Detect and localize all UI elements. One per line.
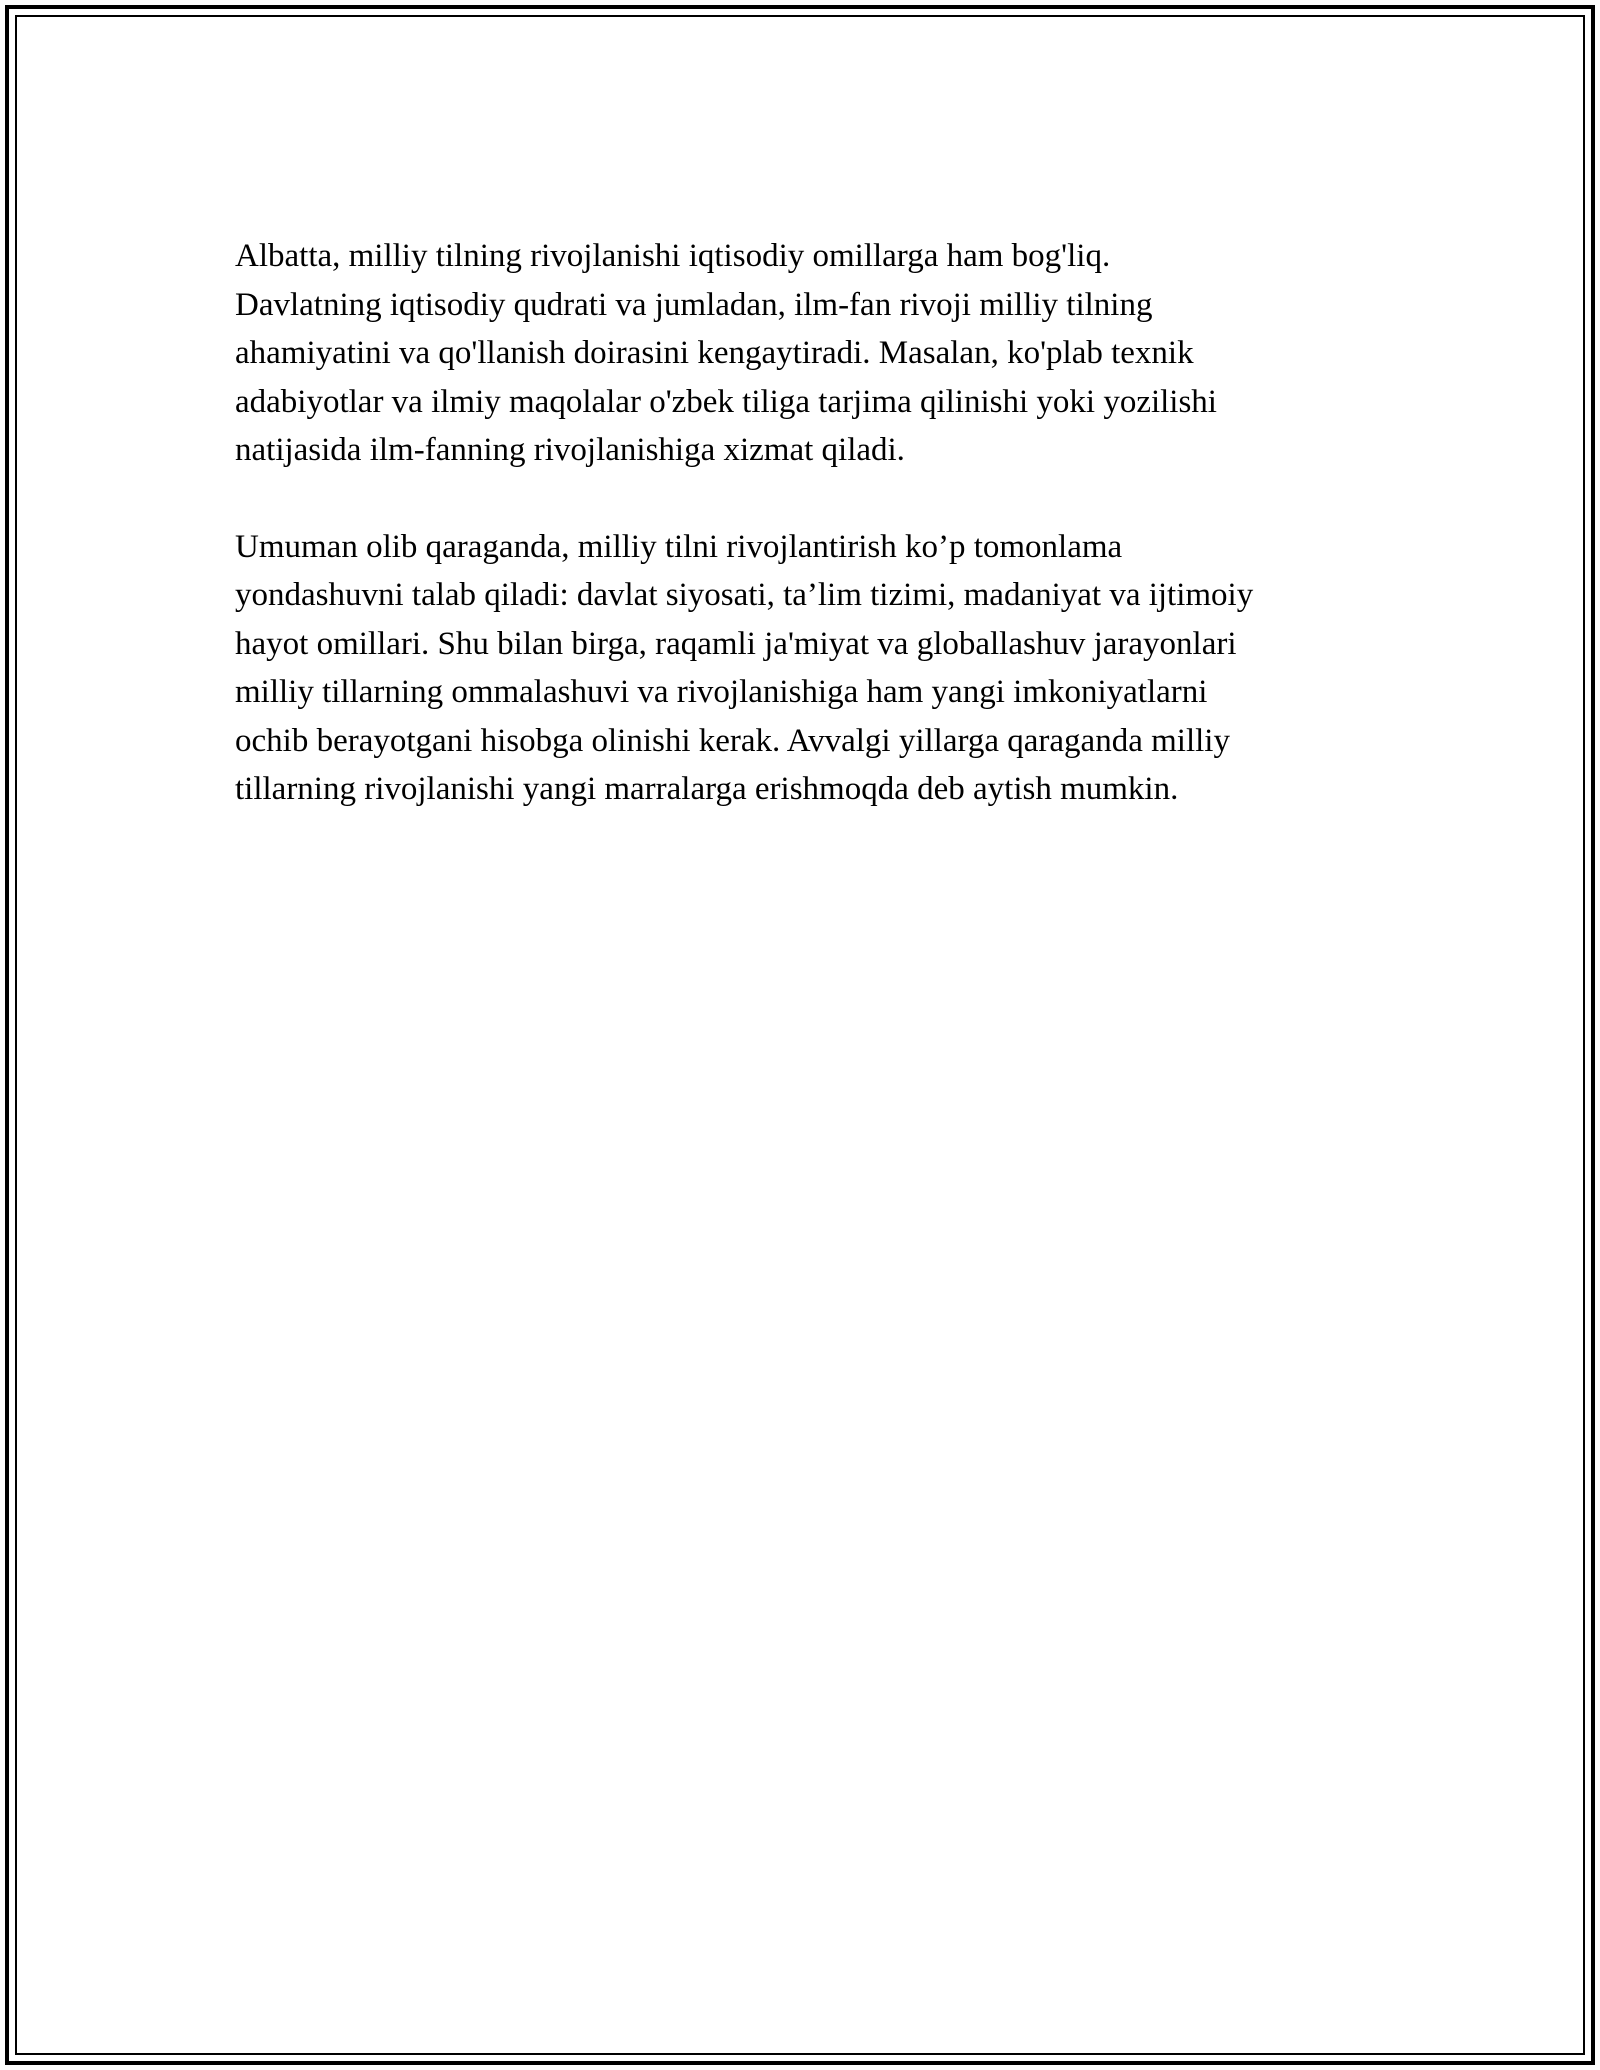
paragraph-1: Albatta, milliy tilning rivojlanishi iqtisodiy omillarga ham bog'liq. Davlatning iqtisodiy qudrati va jumladan, ilm-fan rivoji milliy tilning ahamiyatini va qo'llanish doirasini kengaytiradi. Masalan, ko'plab texnik adabiyotlar va ilmiy maqolalar o'zbek tiliga tarjima qilinishi yoki yozilishi natijasida ilm-fanning rivojlanishiga xizmat qiladi.: [235, 238, 1217, 468]
paragraph-2: Umuman olib qaraganda, milliy tilni rivojlantirish ko’p tomonlama yondashuvni talab qiladi: davlat siyosati, ta’lim tizimi, madaniyat va ijtimoiy hayot omillari. Shu bilan birga, raqamli ja'miyat va globallashuv jarayonlari milliy tillarning ommalashuvi va rivojlanishiga ham yangi imkoniyatlarni ochib berayotgani hisobga olinishi kerak. Avvalgi yillarga qaraganda milliy tillarning rivojlanishi yangi marralarga erishmoqda deb aytish mumkin.: [235, 528, 1254, 807]
document-body: [235, 232, 1415, 862]
